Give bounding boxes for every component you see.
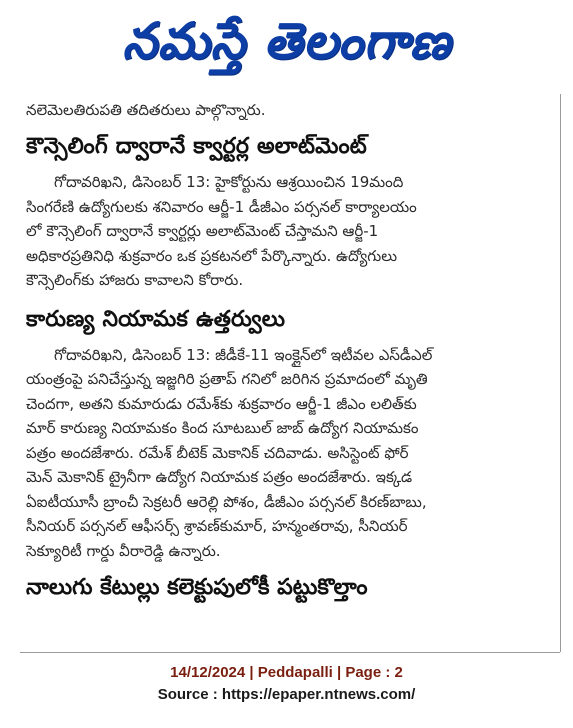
body-line: పత్రం అందజేశారు. రమేశ్‌ బీటెక్‌ మెకానిక్‌ చదివాడు. అసిస్టెంట్‌ ఫోర్‌ xyxy=(26,443,409,462)
body-line: కౌన్సెలింగ్‌కు హాజరు కావాలని కోరారు. xyxy=(26,271,244,289)
edition-info: 14/12/2024 | Peddapalli | Page : 2 xyxy=(170,664,403,681)
source-link[interactable]: Source : https://epaper.ntnews.com/ xyxy=(157,686,416,703)
body-line: గోదావరిఖని, డిసెంబర్‌ 13: జీడీకే-11 ఇంక్లైన్‌లో ఇటీవల ఎస్‌డీఎల్‌ xyxy=(54,345,433,364)
body-line: ఏఐటీయూసీ బ్రాంచీ సెక్రటరీ ఆరెల్లి పోశం, డీజీఎం పర్సనల్‌ కిరణ్‌బాబు, xyxy=(26,492,427,511)
cutoff-next-headline: నాలుగు కేటుల్లు కలెక్టుపులోకీ పట్టుకొల్తాం xyxy=(26,575,368,600)
body-line: చెందగా, అతని కుమారుడు రమేశ్‌కు శుక్రవారం ఆర్జీ-1 జీఎం లలిత్‌కు xyxy=(26,394,417,413)
story-headline: కౌన్సెలింగ్‌ ద్వారానే క్వార్టర్ల అలాట్‌మెంట్‌ xyxy=(26,134,367,159)
footer xyxy=(0,662,573,722)
body-line: సింగరేణి ఉద్యోగులకు శనివారం ఆర్జీ-1 డీజీఎం పర్సనల్‌ కార్యాలయం xyxy=(26,197,417,216)
story-headline: కారుణ్య నియామక ఉత్తర్వులు xyxy=(26,306,286,332)
story-quarters-allotment xyxy=(22,130,560,293)
body-line: అధికారప్రతినిధి శుక్రవారం ఒక ప్రకటనలో పేర్కొన్నారు. ఉద్యోగులు xyxy=(26,246,398,265)
body-line: సెక్యూరిటీ గార్డు వీరారెడ్డి ఉన్నారు. xyxy=(26,541,221,560)
story-compassionate-appointment xyxy=(22,303,560,564)
story-body xyxy=(26,343,560,564)
newspaper-logo: నమస్తే తెలంగాణ xyxy=(122,12,451,70)
previous-article-fragment: నలెమెలతిరుపతి తదితరులు పాల్గొన్నారు. xyxy=(26,101,266,119)
body-line: మార్‌ కారుణ్య నియామకం కింద సూటబుల్‌ జాబ్‌ ఉద్యోగ నియామకం xyxy=(26,419,419,437)
article-clipping xyxy=(22,98,560,646)
clipping-border-right xyxy=(560,94,561,652)
body-line: మెన్‌ మెకానిక్‌ ట్రైనీగా ఉద్యోగ నియామక పత్రం అందజేశారు. ఇక్కడ xyxy=(26,468,413,486)
masthead xyxy=(0,0,573,92)
body-line: సీనియర్‌ పర్సనల్‌ ఆఫీసర్స్‌ శ్రావణ్‌కుమార్‌, హన్మంతరావు, సీనియర్‌ xyxy=(26,517,408,535)
clipping-border-bottom xyxy=(20,652,560,653)
body-line: లో కౌన్సెలింగ్‌ ద్వారానే క్వార్టర్లు అలాట్‌మెంట్‌ చేస్తామని ఆర్జీ-1 xyxy=(26,222,379,240)
body-line: యంత్రంపై పనిచేస్తున్న ఇజ్జగిరి ప్రతాప్‌ గనిలో జరిగిన ప్రమాదంలో మృతి xyxy=(26,370,428,388)
body-line: గోదావరిఖని, డిసెంబర్‌ 13: హైకోర్టును ఆశ్రయించిన 19మంది xyxy=(54,173,404,191)
story-body xyxy=(26,170,560,293)
